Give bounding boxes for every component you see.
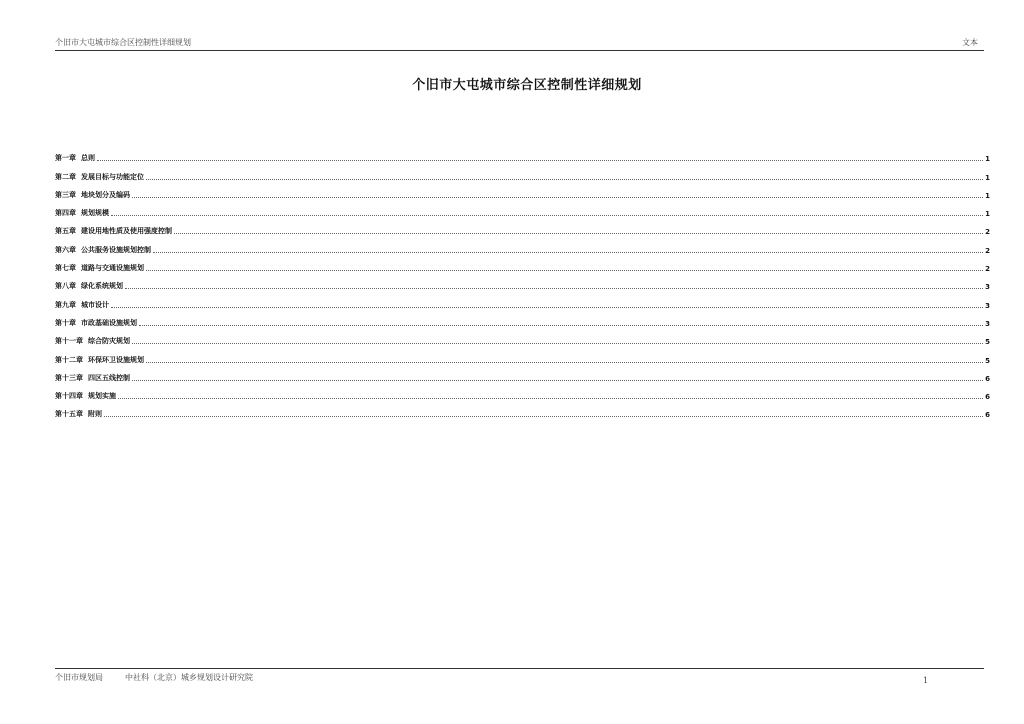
toc-title: 公共服务设施规划控制 [81,245,151,254]
toc-leader [146,361,983,363]
page-header [55,36,984,51]
page-footer [55,668,984,689]
toc-leader [118,397,983,399]
toc-chapter: 第八章 [55,282,76,291]
toc-page: 6 [985,374,990,383]
toc-title: 绿化系统规划 [81,282,123,291]
toc-leader [139,324,983,326]
toc-page: 2 [985,246,990,255]
toc-leader [111,306,983,308]
toc-chapter: 第六章 [55,245,76,254]
toc-entry[interactable] [55,145,990,163]
toc-entry[interactable] [55,255,990,273]
toc-leader [146,269,983,271]
toc-page: 3 [985,319,990,328]
toc-page: 6 [985,411,990,420]
toc-title: 城市设计 [81,300,109,309]
toc-title: 发展目标与功能定位 [81,172,144,181]
toc-title: 建设用地性质及使用强度控制 [81,227,172,236]
toc-page: 2 [985,265,990,274]
toc-entry[interactable] [55,346,990,364]
document-title: 个旧市大屯城市综合区控制性详细规划 [412,78,642,93]
toc-page: 1 [985,155,990,164]
toc-page: 2 [985,228,990,237]
toc-page: 5 [985,356,990,365]
toc-chapter: 第一章 [55,154,76,163]
toc-entry[interactable] [55,291,990,309]
toc-title: 附则 [88,410,102,419]
toc-entry[interactable] [55,236,990,254]
toc-leader [132,342,983,344]
toc-title: 规划实施 [88,392,116,401]
toc-entry[interactable] [55,218,990,236]
toc-chapter: 第十二章 [55,355,83,364]
toc-leader [125,287,983,289]
toc-leader [174,232,983,234]
toc-entry[interactable] [55,383,990,401]
toc-leader [104,415,983,417]
toc-chapter: 第三章 [55,190,76,199]
toc-title: 市政基础设施规划 [81,318,137,327]
toc-chapter: 第七章 [55,264,76,273]
toc-page: 6 [985,393,990,402]
toc-chapter: 第九章 [55,300,76,309]
toc-chapter: 第十一章 [55,337,83,346]
footer-client: 个旧市规划局 [55,673,103,682]
toc-page: 5 [985,338,990,347]
toc-entry[interactable] [55,200,990,218]
header-doc-title: 个旧市大屯城市综合区控制性详细规划 [55,38,191,47]
toc-entry[interactable] [55,310,990,328]
toc-entry[interactable] [55,182,990,200]
toc-leader [97,159,983,161]
toc-chapter: 第五章 [55,227,76,236]
toc-title: 规划规模 [81,209,109,218]
toc-leader [146,178,983,180]
header-doc-type: 文本 [962,38,978,47]
toc-page: 1 [985,210,990,219]
toc-chapter: 第十三章 [55,373,83,382]
toc-page: 1 [985,191,990,200]
toc-title: 道路与交通设施规划 [81,264,144,273]
toc-title: 地块划分及编码 [81,190,130,199]
toc-entry[interactable] [55,401,990,419]
toc-entry[interactable] [55,365,990,383]
toc-entry[interactable] [55,328,990,346]
toc-entry[interactable] [55,273,990,291]
toc-chapter: 第十章 [55,318,76,327]
toc-title: 四区五线控制 [88,373,130,382]
toc-chapter: 第十五章 [55,410,83,419]
toc-chapter: 第四章 [55,209,76,218]
toc-page: 3 [985,283,990,292]
toc-page: 1 [985,173,990,182]
toc-leader [132,379,983,381]
toc-chapter: 第二章 [55,172,76,181]
toc-chapter: 第十四章 [55,392,83,401]
toc-page: 3 [985,301,990,310]
toc-title: 综合防灾规划 [88,337,130,346]
toc-title: 环保环卫设施规划 [88,355,144,364]
footer-page-number: 1 [923,676,929,685]
toc-entry[interactable] [55,163,990,181]
toc-leader [111,214,983,216]
toc-leader [132,196,983,198]
toc-title: 总则 [81,154,95,163]
table-of-contents [55,145,990,419]
footer-designer: 中社科（北京）城乡规划设计研究院 [125,673,253,682]
toc-leader [153,251,983,253]
